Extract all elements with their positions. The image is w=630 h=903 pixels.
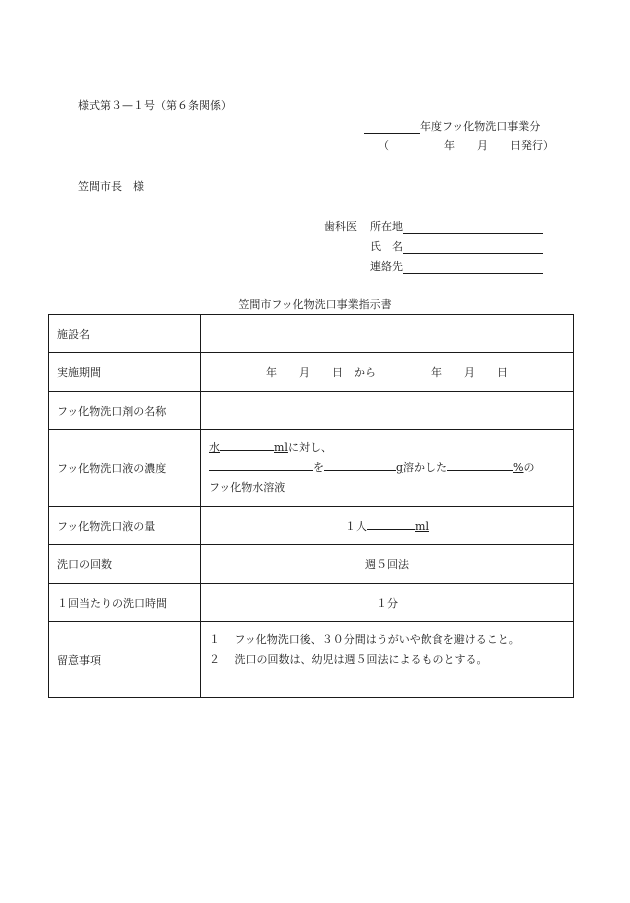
row-agent <box>49 392 574 430</box>
duration-label: １回当たりの洗口時間 <box>49 584 201 622</box>
fiscal-year-suffix: 年度フッ化物洗口事業分 <box>420 120 541 133</box>
amount-unit: ml <box>415 519 429 533</box>
amount-prefix: １人 <box>345 519 368 533</box>
frequency-value: 週５回法 <box>201 545 574 584</box>
dissolved-text: 溶かした <box>403 461 448 474</box>
dentist-contact-label: 連絡先 <box>370 260 403 273</box>
dentist-address-line <box>370 218 543 234</box>
concentration-label: フッ化物洗口液の濃度 <box>49 430 201 507</box>
row-duration <box>49 584 574 622</box>
percent-blank[interactable] <box>447 459 513 471</box>
row-facility <box>49 315 574 353</box>
concentration-line-3: フッ化物水溶液 <box>209 481 286 494</box>
concentration-value[interactable] <box>201 430 574 507</box>
concentration-line-1 <box>209 438 565 458</box>
note-item: ２ 洗口の回数は、幼児は週５回法によるものとする。 <box>209 653 488 666</box>
amount-label: フッ化物洗口液の量 <box>49 507 201 545</box>
dentist-name-label: 氏 名 <box>370 240 403 253</box>
facility-value[interactable] <box>201 315 574 353</box>
percent-unit: % <box>513 461 524 474</box>
row-concentration <box>49 430 574 507</box>
dentist-name-line <box>370 238 543 254</box>
dentist-address-blank[interactable] <box>403 221 543 234</box>
row-period <box>49 353 574 392</box>
wo-text: を <box>313 461 324 474</box>
gram-unit: g <box>396 461 404 474</box>
amount-value[interactable] <box>201 507 574 545</box>
row-amount <box>49 507 574 545</box>
dentist-prefix: 歯科医 <box>324 220 357 233</box>
agent-name-blank[interactable] <box>209 459 313 471</box>
dentist-contact-line <box>370 258 543 274</box>
fiscal-year-blank[interactable] <box>364 121 420 134</box>
document-title: 笠間市フッ化物洗口事業指示書 <box>238 298 392 311</box>
duration-value: １分 <box>201 584 574 622</box>
period-value[interactable]: 年 月 日 から 年 月 日 <box>201 353 574 392</box>
amount-blank[interactable] <box>367 518 415 530</box>
period-label: 実施期間 <box>49 353 201 392</box>
dentist-contact-blank[interactable] <box>403 261 543 274</box>
notes-label: 留意事項 <box>49 622 201 698</box>
gram-amount-blank[interactable] <box>324 459 396 471</box>
instruction-table <box>48 314 574 698</box>
concentration-line-2 <box>209 458 565 478</box>
row-notes <box>49 622 574 698</box>
water-ml-unit: ml <box>274 441 288 454</box>
fiscal-year-line <box>364 118 540 134</box>
note-item: １ フッ化物洗口後、３０分間はうがいや飲食を避けること。 <box>209 633 520 646</box>
dentist-name-blank[interactable] <box>403 241 543 254</box>
facility-label: 施設名 <box>49 315 201 353</box>
agent-value[interactable] <box>201 392 574 430</box>
agent-label: フッ化物洗口剤の名称 <box>49 392 201 430</box>
issue-date: （ 年 月 日発行） <box>378 139 554 152</box>
no-text: の <box>523 461 535 474</box>
row-frequency <box>49 545 574 584</box>
addressee: 笠間市長 様 <box>78 180 144 193</box>
frequency-label: 洗口の回数 <box>49 545 201 584</box>
dentist-address-label: 所在地 <box>370 220 403 233</box>
notes-value <box>201 622 574 698</box>
water-text: 水 <box>209 441 220 454</box>
water-amount-blank[interactable] <box>220 439 274 451</box>
form-number: 様式第３—１号（第６条関係） <box>78 99 232 112</box>
per-text: に対し、 <box>287 441 332 454</box>
